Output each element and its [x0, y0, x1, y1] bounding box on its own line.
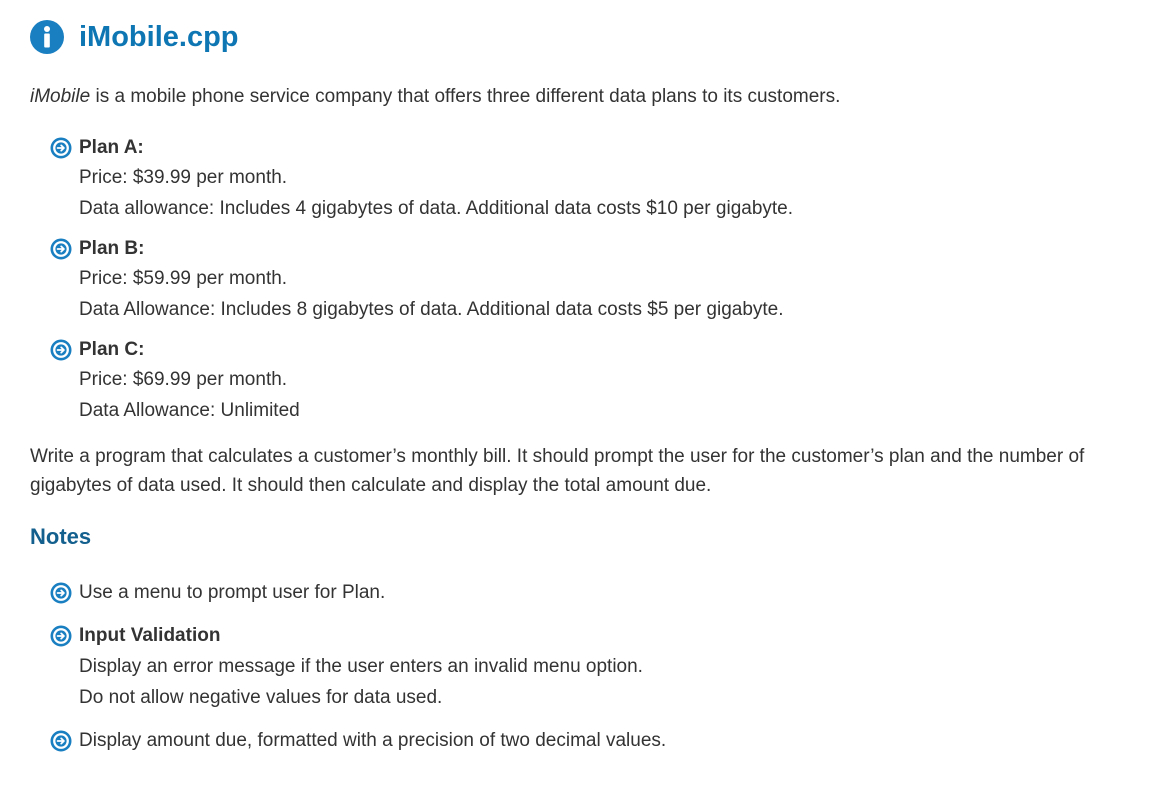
plan-data-allowance: Data Allowance: Includes 8 gigabytes of data. Additional data costs $5 per gigabyte.	[79, 299, 784, 320]
note-item-menu	[50, 578, 1145, 608]
title-row	[30, 14, 1145, 60]
plan-name: Plan B:	[79, 238, 145, 259]
note-text: Display amount due, formatted with a precision of two decimal values.	[79, 730, 667, 751]
note-detail-line: Do not allow negative values for data used.	[79, 687, 443, 708]
note-text: Use a menu to prompt user for Plan.	[79, 582, 386, 603]
task-paragraph: Write a program that calculates a customer’s monthly bill. It should prompt the user for the customer’s plan and the number of gigabytes of data used. It should then calculate and display the total amount due.	[30, 446, 1085, 496]
notes-heading: Notes	[30, 524, 92, 549]
note-item-amount-due	[50, 726, 1145, 756]
plan-item-a	[50, 134, 1145, 224]
plan-data-allowance: Data allowance: Includes 4 gigabytes of data. Additional data costs $10 per gigabyte.	[79, 198, 794, 219]
note-detail-line: Display an error message if the user enters an invalid menu option.	[79, 656, 643, 677]
page-title: iMobile.cpp	[79, 21, 239, 53]
plan-name: Plan C:	[79, 339, 145, 360]
plan-item-c	[50, 336, 1145, 426]
intro-text: is a mobile phone service company that offers three different data plans to its customers.	[90, 86, 841, 107]
assignment-page	[30, 14, 1145, 769]
note-text: Input Validation	[79, 625, 221, 646]
plan-price: Price: $69.99 per month.	[79, 369, 288, 390]
arrow-circle-right-icon	[50, 137, 72, 159]
arrow-circle-right-icon	[50, 625, 72, 647]
notes-list	[30, 578, 1145, 756]
info-icon	[30, 20, 64, 54]
arrow-circle-right-icon	[50, 339, 72, 361]
plan-name: Plan A:	[79, 137, 144, 158]
plan-item-b	[50, 235, 1145, 325]
plan-price: Price: $39.99 per month.	[79, 167, 288, 188]
intro-brand: iMobile	[30, 86, 91, 107]
plan-price: Price: $59.99 per month.	[79, 268, 288, 289]
arrow-circle-right-icon	[50, 238, 72, 260]
plan-list	[30, 134, 1145, 426]
arrow-circle-right-icon	[50, 582, 72, 604]
note-item-input-validation	[50, 621, 1145, 713]
arrow-circle-right-icon	[50, 730, 72, 752]
plan-data-allowance: Data Allowance: Unlimited	[79, 400, 300, 421]
intro-paragraph	[30, 84, 1145, 110]
